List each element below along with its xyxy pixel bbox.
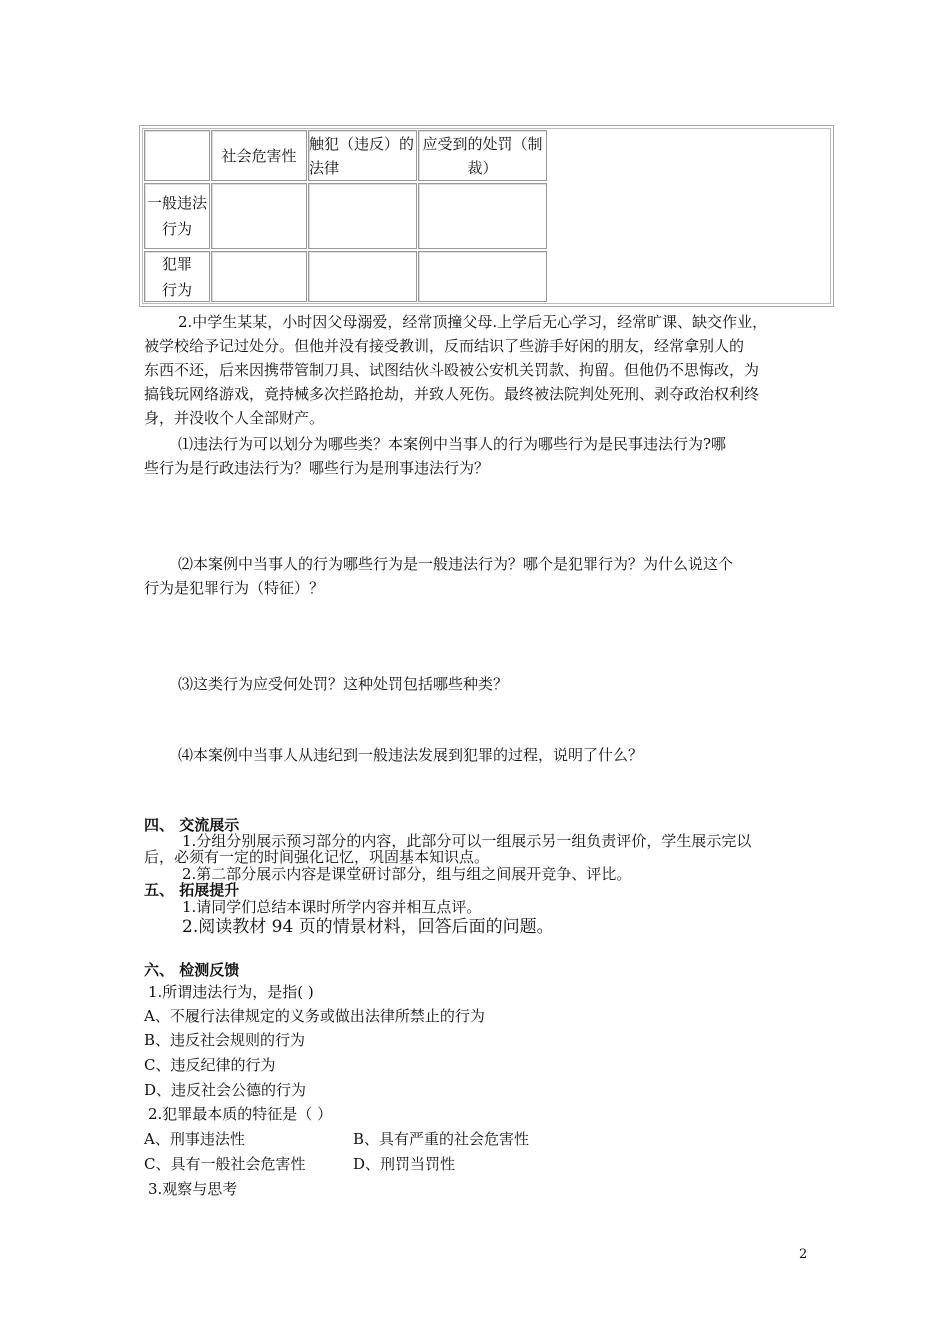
table-header-law: 触犯（违反）的法律 <box>308 130 417 181</box>
page-number: 2 <box>799 1247 808 1262</box>
table-cell <box>418 183 547 249</box>
question-4: ⑷本案例中当事人从违纪到一般违法发展到犯罪的过程，说明了什么？ <box>178 746 644 764</box>
table-cell <box>418 251 547 302</box>
section-4-item-1-line-1: 1.分组分别展示预习部分的内容，此部分可以一组展示另一组负责评价，学生展示完以 <box>182 832 752 850</box>
quiz-question-2: 2.犯罪最本质的特征是（ ） <box>148 1105 333 1123</box>
quiz-2-option-a: A、刑事违法性 <box>144 1130 245 1148</box>
quiz-question-1: 1.所谓违法行为，是指( ) <box>148 983 314 1001</box>
quiz-2-option-b: B、具有严重的社会危害性 <box>353 1130 530 1148</box>
section-4-item-2: 2.第二部分展示内容是课堂研讨部分，组与组之间展开竞争、评比。 <box>182 865 632 883</box>
case-line-4: 搞钱玩网络游戏，竟持械多次拦路抢劫，并致人死伤。最终被法院判处死刑、剥夺政治权利终 <box>144 385 760 403</box>
table-header-harm: 社会危害性 <box>211 130 307 181</box>
section-4-item-1-line-2: 后，必须有一定的时间强化记忆，巩固基本知识点。 <box>144 848 490 866</box>
quiz-1-option-c: C、违反纪律的行为 <box>144 1056 276 1074</box>
question-2-line-2: 行为是犯罪行为（特征）？ <box>144 579 325 597</box>
question-1-line-2: 些行为是行政违法行为？哪些行为是刑事违法行为？ <box>144 459 490 477</box>
quiz-1-option-a: A、不履行法律规定的义务或做出法律所禁止的行为 <box>144 1007 485 1025</box>
quiz-1-option-d: D、违反社会公德的行为 <box>144 1081 307 1099</box>
section-5-item-2: 2.阅读教材 94 页的情景材料，回答后面的问题。 <box>182 917 554 937</box>
table-cell <box>211 183 307 249</box>
table-cell <box>308 251 417 302</box>
case-line-3: 东西不还，后来因携带管制刀具、试图结伙斗殴被公安机关罚款、拘留。但他仍不思悔改，为 <box>144 361 760 379</box>
question-1-line-1: ⑴违法行为可以划分为哪些类？本案例中当事人的行为哪些行为是民事违法行为?哪 <box>178 435 727 453</box>
table-header-penalty: 应受到的处罚（制裁） <box>418 130 547 181</box>
quiz-1-option-b: B、违反社会规则的行为 <box>144 1031 306 1049</box>
case-line-1: 2.中学生某某，小时因父母溺爱，经常顶撞父母.上学后无心学习，经常旷课、缺交作业， <box>178 313 768 331</box>
table-cell <box>308 183 417 249</box>
table-row-label: 一般违法行为 <box>144 183 210 249</box>
table-header-blank <box>144 130 210 181</box>
section-6-title: 六、 检测反馈 <box>144 961 240 979</box>
table-row-label: 犯罪行为 <box>144 251 210 302</box>
section-5-item-1: 1.请同学们总结本课时所学内容并相互点评。 <box>182 898 482 916</box>
quiz-2-option-c: C、具有一般社会危害性 <box>144 1155 306 1173</box>
question-2-line-1: ⑵本案例中当事人的行为哪些行为是一般违法行为？哪个是犯罪行为？为什么说这个 <box>178 555 734 573</box>
section-5-title: 五、 拓展提升 <box>144 881 240 899</box>
quiz-question-3: 3.观察与思考 <box>148 1180 238 1198</box>
question-3: ⑶这类行为应受何处罚？这种处罚包括哪些种类？ <box>178 675 509 693</box>
case-line-2: 被学校给予记过处分。但他并没有接受教训，反而结识了些游手好闲的朋友，经常拿别人的 <box>144 337 745 355</box>
section-4-title: 四、 交流展示 <box>144 816 240 834</box>
table-cell <box>211 251 307 302</box>
case-line-5: 身，并没收个人全部财产。 <box>144 409 325 427</box>
quiz-2-option-d: D、刑罚当罚性 <box>353 1155 456 1173</box>
